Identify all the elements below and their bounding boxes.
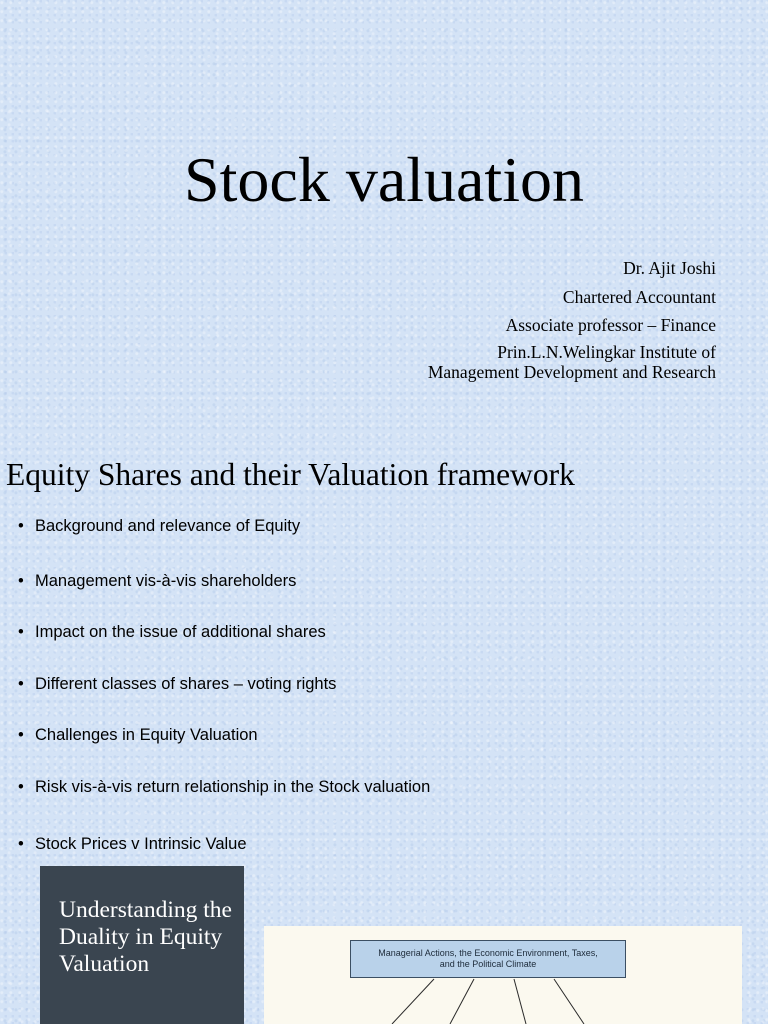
list-item: • Risk vis-à-vis return relationship in the Stock valuation xyxy=(18,778,431,796)
list-item: • Different classes of shares – voting rights xyxy=(18,675,337,693)
list-item: • Background and relevance of Equity xyxy=(18,517,301,535)
list-item: • Impact on the issue of additional shares xyxy=(18,623,326,641)
author-name: Dr. Ajit Joshi xyxy=(623,258,716,278)
author-institute-line1: Prin.L.N.Welingkar Institute of xyxy=(497,341,716,362)
bullet-icon: • xyxy=(18,778,24,796)
bullet-icon: • xyxy=(18,623,24,641)
author-block xyxy=(428,256,716,382)
author-position: Associate professor – Finance xyxy=(505,315,716,335)
bullet-icon: • xyxy=(18,726,24,744)
list-item: • Challenges in Equity Valuation xyxy=(18,726,258,744)
author-institute-line2: Management Development and Research xyxy=(427,361,716,382)
bullet-icon: • xyxy=(18,572,24,590)
next-slide-title: Understanding the Duality in Equity Valuation xyxy=(59,897,232,977)
bullet-icon: • xyxy=(18,835,24,853)
section-title: Equity Shares and their Valuation framework xyxy=(6,457,575,492)
list-item: • Management vis-à-vis shareholders xyxy=(18,572,297,590)
list-item: • Stock Prices v Intrinsic Value xyxy=(18,835,247,853)
slide-title: Stock valuation xyxy=(184,144,584,215)
bullet-icon: • xyxy=(18,517,24,535)
bullet-icon: • xyxy=(18,675,24,693)
diagram-top-box: Managerial Actions, the Economic Environment, Taxes, and the Political Climate xyxy=(350,940,626,978)
author-role: Chartered Accountant xyxy=(562,286,716,307)
duality-diagram xyxy=(264,926,742,1024)
next-slide-title-panel xyxy=(40,866,244,1024)
